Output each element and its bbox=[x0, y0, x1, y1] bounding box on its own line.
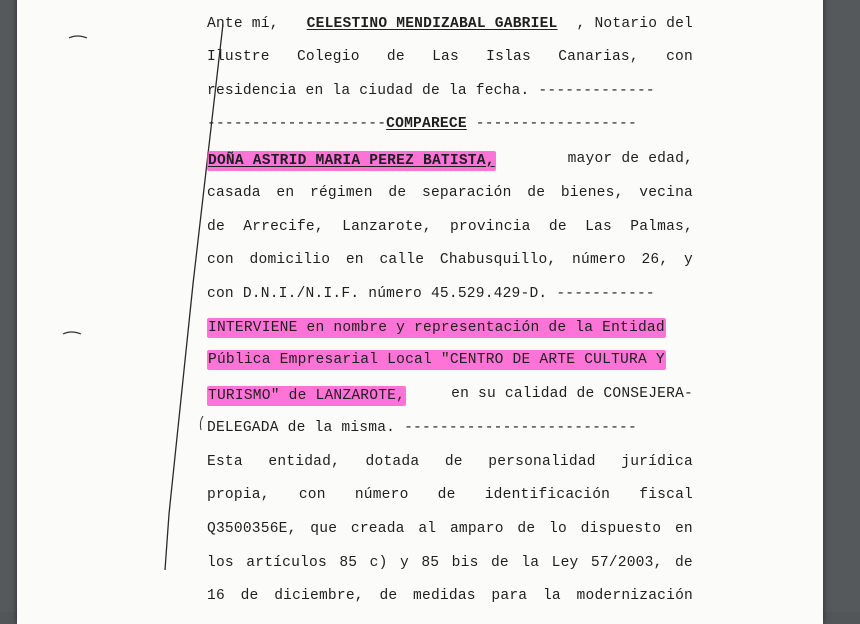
word: Ley bbox=[551, 555, 579, 571]
text-line bbox=[207, 521, 693, 537]
highlighted-text: Pública Empresarial Local "CENTRO DE ARTE CULTURA Y bbox=[208, 352, 665, 368]
text-line bbox=[207, 219, 693, 235]
word: de bbox=[674, 555, 693, 571]
word: 57/2003, bbox=[590, 555, 663, 571]
word: régimen bbox=[310, 185, 373, 201]
word: Ilustre bbox=[207, 49, 270, 65]
word: Q3500356E, bbox=[207, 521, 297, 537]
word: de bbox=[207, 219, 225, 235]
word: entidad, bbox=[268, 454, 341, 470]
word: en bbox=[345, 252, 364, 268]
highlighted-text: DOÑA ASTRID MARIA PEREZ BATISTA, bbox=[208, 153, 495, 169]
text-segment: , Notario del bbox=[576, 16, 693, 32]
bold-text: COMPARECE bbox=[386, 116, 467, 132]
word: la bbox=[521, 555, 540, 571]
word: la bbox=[542, 588, 561, 604]
document-page bbox=[17, 0, 823, 624]
highlighted-text: TURISMO" de LANZAROTE, bbox=[208, 388, 406, 404]
text-segment: con D.N.I./N.I.F. número 45.529.429-D. ----------- bbox=[207, 286, 655, 302]
word: artículos bbox=[246, 555, 327, 571]
word: Canarias, bbox=[558, 49, 639, 65]
word: diciembre, bbox=[274, 588, 364, 604]
margin-tick-mark bbox=[63, 332, 81, 334]
text-line bbox=[207, 320, 693, 336]
word: de bbox=[386, 49, 405, 65]
word: en bbox=[674, 521, 693, 537]
word: amparo bbox=[449, 521, 504, 537]
word: con bbox=[666, 49, 693, 65]
word: calle bbox=[379, 252, 425, 268]
word: de bbox=[527, 185, 546, 201]
text-line bbox=[207, 16, 693, 32]
word: de bbox=[517, 521, 536, 537]
word: Lanzarote, bbox=[342, 219, 432, 235]
word: con bbox=[207, 252, 234, 268]
text-segment: Ante mí, bbox=[207, 16, 288, 32]
word: en bbox=[276, 185, 295, 201]
word: Las bbox=[585, 219, 612, 235]
text-line bbox=[207, 286, 693, 302]
word: de bbox=[548, 219, 567, 235]
word: jurídica bbox=[621, 454, 693, 470]
word: para bbox=[491, 588, 528, 604]
text-line bbox=[207, 83, 693, 99]
word: de bbox=[490, 555, 509, 571]
word: casada bbox=[207, 185, 261, 201]
text-line bbox=[207, 116, 693, 132]
word: identificación bbox=[484, 487, 611, 503]
word: bis bbox=[451, 555, 479, 571]
word: 26, bbox=[641, 252, 669, 268]
word: dotada bbox=[365, 454, 420, 470]
bold-text: CELESTINO MENDIZABAL GABRIEL bbox=[306, 16, 558, 32]
word: de bbox=[437, 487, 456, 503]
word: 16 bbox=[207, 588, 225, 604]
word: número bbox=[572, 252, 626, 268]
text-line bbox=[207, 487, 693, 503]
word: los bbox=[207, 555, 234, 571]
text-line bbox=[207, 49, 693, 65]
word: Palmas, bbox=[630, 219, 693, 235]
text-segment: -------------------- bbox=[207, 116, 387, 132]
word: medidas bbox=[413, 588, 476, 604]
word: que bbox=[310, 521, 338, 537]
text-segment: DELEGADA de la misma. -------------------------- bbox=[207, 420, 637, 436]
word: Las bbox=[432, 49, 459, 65]
text-line bbox=[207, 252, 693, 268]
word: Chabusquillo, bbox=[439, 252, 557, 268]
text-segment: ------------------ bbox=[466, 116, 637, 132]
word: fiscal bbox=[639, 487, 693, 503]
word: y bbox=[399, 555, 409, 571]
word: bienes, bbox=[560, 185, 624, 201]
word: de bbox=[444, 454, 463, 470]
text-line bbox=[207, 352, 693, 368]
text-line bbox=[207, 454, 693, 470]
word: propia, bbox=[207, 487, 270, 503]
word: de bbox=[388, 185, 407, 201]
word: personalidad bbox=[488, 454, 596, 470]
word: domicilio bbox=[249, 252, 331, 268]
word: 85 bbox=[421, 555, 440, 571]
text-line bbox=[207, 420, 693, 436]
word: y bbox=[684, 252, 693, 268]
word: número bbox=[354, 487, 409, 503]
word: de bbox=[379, 588, 398, 604]
text-line bbox=[207, 555, 693, 571]
word: Esta bbox=[207, 454, 243, 470]
word: vecina bbox=[639, 185, 693, 201]
text-line bbox=[207, 386, 693, 406]
word: al bbox=[418, 521, 437, 537]
text-line bbox=[207, 151, 693, 171]
text-line bbox=[207, 588, 693, 604]
word: provincia bbox=[449, 219, 531, 235]
word: creada bbox=[350, 521, 405, 537]
margin-tick-mark bbox=[69, 36, 87, 38]
word: Islas bbox=[486, 49, 531, 65]
word: Arrecife, bbox=[243, 219, 324, 235]
word: c) bbox=[369, 555, 388, 571]
word: lo bbox=[549, 521, 567, 537]
highlighted-text: INTERVIENE en nombre y representación de la Entidad bbox=[208, 320, 665, 336]
text-line bbox=[207, 185, 693, 201]
text-segment: mayor de edad, bbox=[558, 151, 693, 167]
text-segment: residencia en la ciudad de la fecha. ------------- bbox=[207, 83, 655, 99]
word: de bbox=[240, 588, 259, 604]
text-segment: en su calidad de CONSEJERA- bbox=[442, 386, 693, 402]
word: con bbox=[298, 487, 326, 503]
word: modernización bbox=[576, 588, 693, 604]
word: dispuesto bbox=[580, 521, 662, 537]
word: separación bbox=[422, 185, 512, 201]
word: Colegio bbox=[296, 49, 360, 65]
word: 85 bbox=[339, 555, 358, 571]
